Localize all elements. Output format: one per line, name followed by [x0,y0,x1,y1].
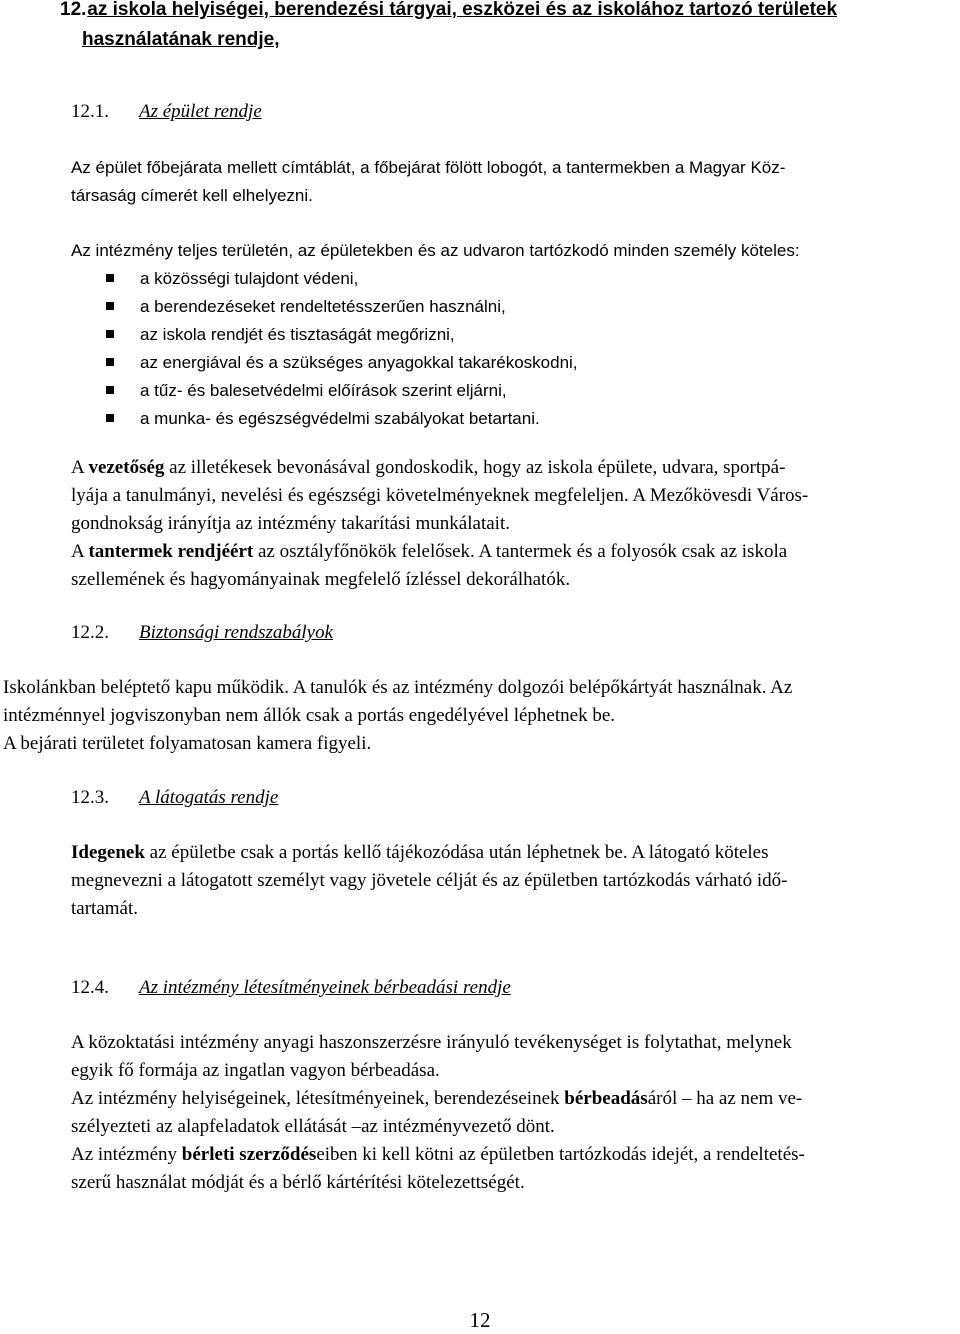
section-title [60,0,955,55]
text-line: intézménnyel jogviszonyban nem állók csak a portás engedélyével léphetnek be. [3,705,616,726]
text-run: A [71,457,89,478]
text-line: szerű használat módját és a bérlő kártérítési kötelezettségét. [71,1172,525,1193]
text-run: az épületbe csak a portás kellő tájékozódása után léphetnek be. A látogató köteles [144,842,769,863]
bullet-icon [106,386,114,394]
text-line [71,454,956,482]
text-run: A [71,541,89,562]
subsection-number: 12.2. [71,622,109,643]
text-line [71,538,956,566]
text-run: az osztályfőnökök felelősek. A tantermek és a folyosók csak az iskola [253,541,788,562]
subsection-title: Az intézmény létesítményeinek bérbeadási rendje [139,977,511,998]
bold-term: tantermek rendjéért [88,541,254,562]
subsection-heading-12-2 [71,619,333,647]
bullet-icon [106,302,114,310]
text-line: Az intézmény teljes területén, az épületekben és az udvaron tartózkodó minden személy köteles: [71,241,800,260]
title-line-2 [60,25,955,55]
list-item-text: a tűz- és balesetvédelmi előírások szerint eljárni, [140,381,507,400]
bullet-icon [106,414,114,422]
paragraph-visitors [71,839,956,923]
obligations-list [106,265,956,433]
text-line [71,839,956,867]
subsection-title: Biztonsági rendszabályok [139,622,334,643]
list-item-text: a berendezéseket rendeltetésszerűen használni, [140,297,506,316]
bullet-icon [106,274,114,282]
list-item [106,293,956,321]
text-line [71,1085,956,1113]
title-number: 12. [60,0,87,20]
subsection-heading-12-1 [71,98,262,126]
list-item [106,321,956,349]
text-line: gondnokság irányítja az intézmény takarítási munkálatait. [71,513,510,534]
list-item-text: a közösségi tulajdont védeni, [140,269,359,288]
text-run: Az intézmény helyiségeinek, létesítményeinek, berendezéseinek [71,1088,565,1109]
bullet-icon [106,358,114,366]
list-item-text: az iskola rendjét és tisztaságát megőrizni, [140,325,455,344]
list-item-text: a munka- és egészségvédelmi szabályokat betartani. [140,409,540,428]
text-line: megnevezni a látogatott személyt vagy jövetele célját és az épületben tartózkodás várható idő- [71,870,788,891]
text-line: tartamát. [71,898,138,919]
paragraph-building-signs [71,154,951,210]
subsection-number: 12.4. [71,977,109,998]
text-line: társaság címerét kell elhelyezni. [71,186,313,205]
paragraph-security [3,674,958,758]
text-run: Az intézmény [71,1144,182,1165]
subsection-title: Az épület rendje [139,101,262,122]
list-item [106,349,956,377]
list-item [106,405,956,433]
text-line: szellemének és hagyományainak megfelelő ízléssel dekorálhatók. [71,569,571,590]
subsection-number: 12.1. [71,101,109,122]
text-line: szélyezteti az alapfeladatok ellátását –az intézményvezető dönt. [71,1116,555,1137]
list-item [106,265,956,293]
paragraph-management [71,454,956,594]
title-text-2: használatának rendje, [82,29,280,50]
page-number: 12 [469,1308,491,1332]
bold-term: bérbeadás [564,1088,648,1109]
paragraph-rental [71,1029,956,1197]
subsection-number: 12.3. [71,787,109,808]
paragraph-obligations [71,237,956,433]
text-line [71,1141,956,1169]
text-line: Az épület főbejárata mellett címtáblát, a főbejárat fölött lobogót, a tantermekben a Magyar Köz- [71,158,786,177]
text-line: A közoktatási intézmény anyagi haszonszerzésre irányuló tevékenységet is folytathat, melynek [71,1032,792,1053]
list-item [106,377,956,405]
list-item-text: az energiával és a szükséges anyagokkal takarékoskodni, [140,353,578,372]
text-line: lyája a tanulmányi, nevelési és egészségi követelményeknek megfeleljen. A Mezőkövesdi Város- [71,485,809,506]
text-run: áról – ha az nem ve- [647,1088,803,1109]
text-line: A bejárati területet folyamatosan kamera figyeli. [3,733,372,754]
bullet-icon [106,330,114,338]
subsection-heading-12-4 [71,974,511,1002]
text-line: egyik fő formája az ingatlan vagyon bérbeadása. [71,1060,440,1081]
bold-term: Idegenek [71,842,145,863]
text-line: Iskolánkban beléptető kapu működik. A tanulók és az intézmény dolgozói belépőkártyát használnak. Az [3,677,793,698]
text-run: eiben ki kell kötni az épületben tartózkodás idejét, a rendeltetés- [316,1144,805,1165]
text-run: az illetékesek bevonásával gondoskodik, hogy az iskola épülete, udvara, sportpá- [164,457,786,478]
bold-term: vezetőség [88,457,165,478]
title-line-1 [60,0,955,25]
title-text-1: az iskola helyiségei, berendezési tárgyai, eszközei és az iskolához tartozó területek [87,0,838,20]
subsection-title: A látogatás rendje [139,787,279,808]
bold-term: bérleti szerződés [181,1144,317,1165]
subsection-heading-12-3 [71,784,278,812]
